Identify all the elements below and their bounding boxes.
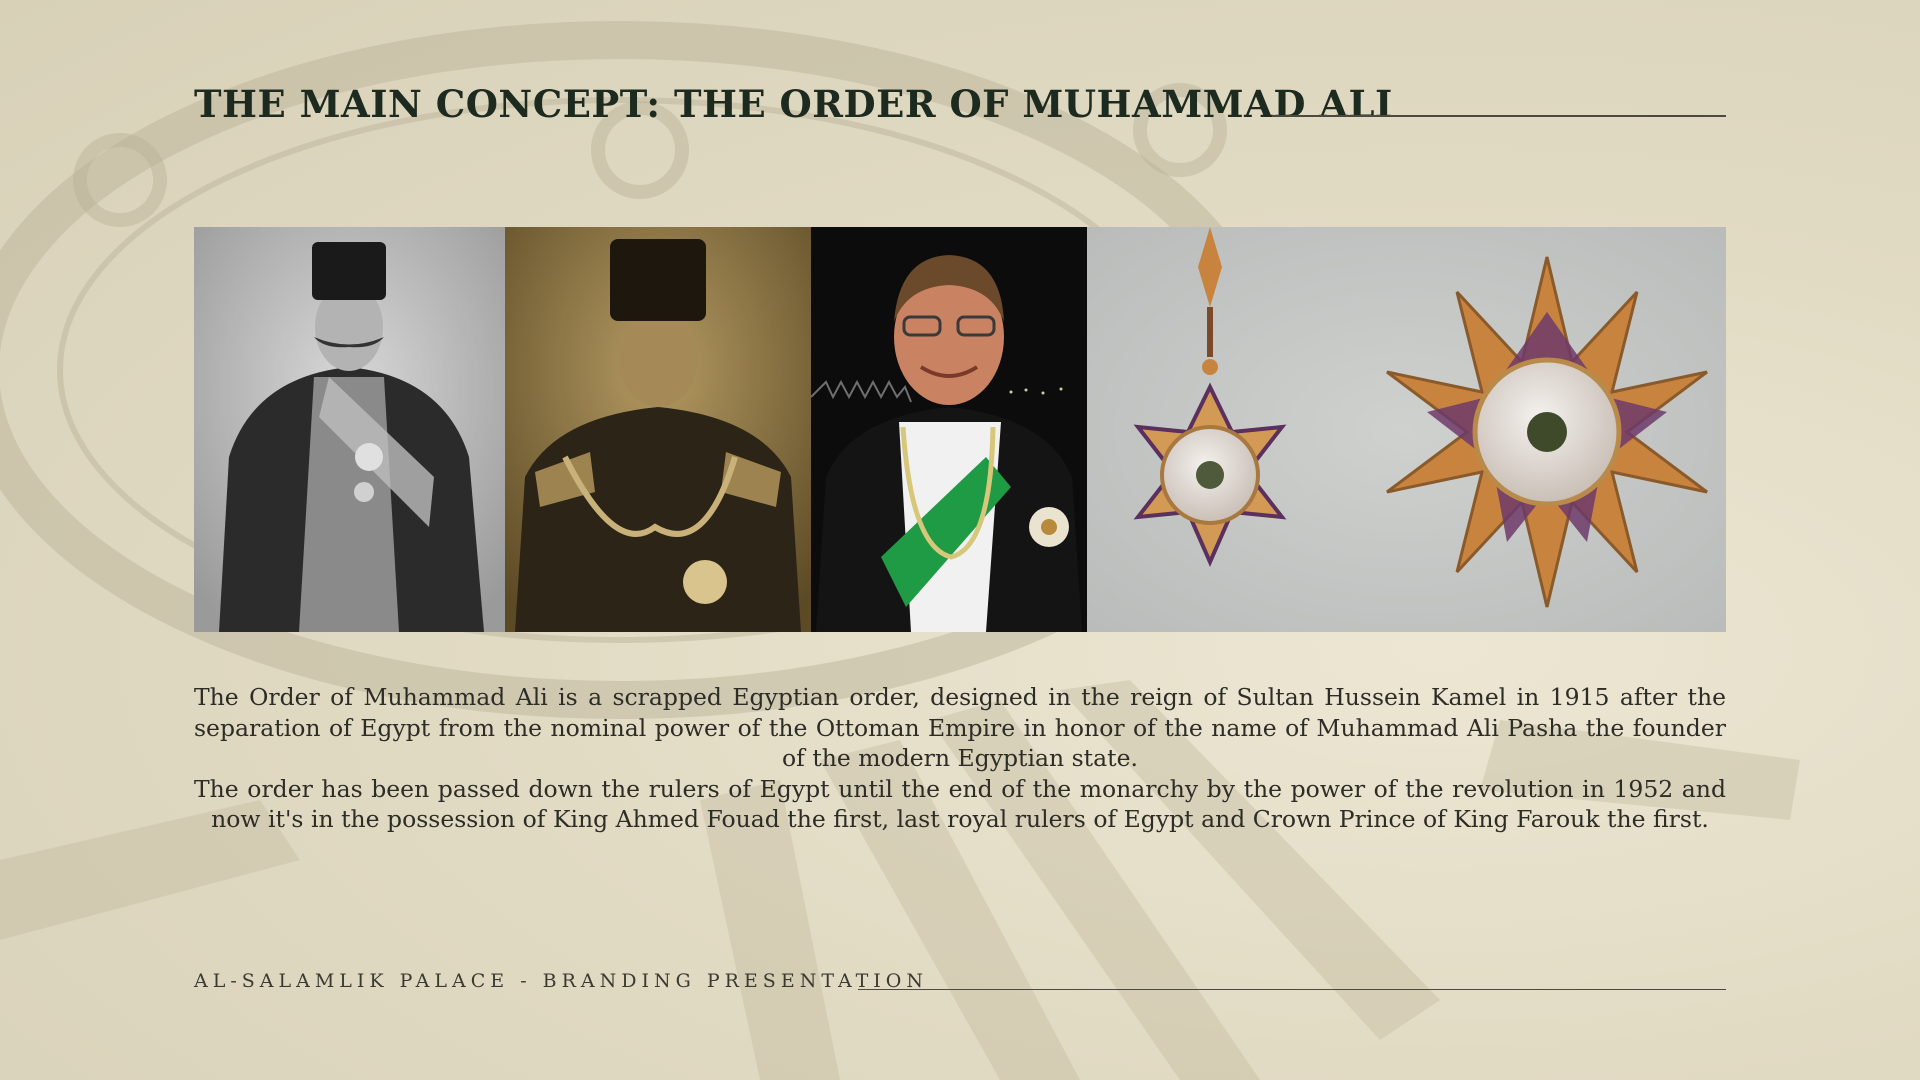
title-divider <box>1272 115 1726 117</box>
portrait-sultan-photo <box>194 227 505 632</box>
page-title: THE MAIN CONCEPT: THE ORDER OF MUHAMMAD ALI <box>194 82 1393 126</box>
footer-caption: AL-SALAMLIK PALACE - BRANDING PRESENTATION <box>194 970 929 992</box>
description-paragraph-2: The order has been passed down the rulers of Egypt until the end of the monarchy by the power of the revolution in 1952 and now it's in the possession of King Ahmed Fouad the first, last royal rulers of Egypt and Crown Prince of King Farouk the first. <box>194 774 1726 833</box>
portrait-green-sash-photo <box>811 227 1087 632</box>
footer-divider <box>858 989 1726 990</box>
description-text <box>194 682 1726 835</box>
description-paragraph-1: The Order of Muhammad Ali is a scrapped Egyptian order, designed in the reign of Sultan Hussein Kamel in 1915 after the separation of Egypt from the nominal power of the Ottoman Empire in honor of the name of Muhammad Ali Pasha the founder of the modern Egyptian state. <box>194 683 1726 772</box>
order-medals-photo <box>1087 227 1726 632</box>
portrait-king-photo <box>505 227 811 632</box>
photo-strip <box>194 227 1726 632</box>
